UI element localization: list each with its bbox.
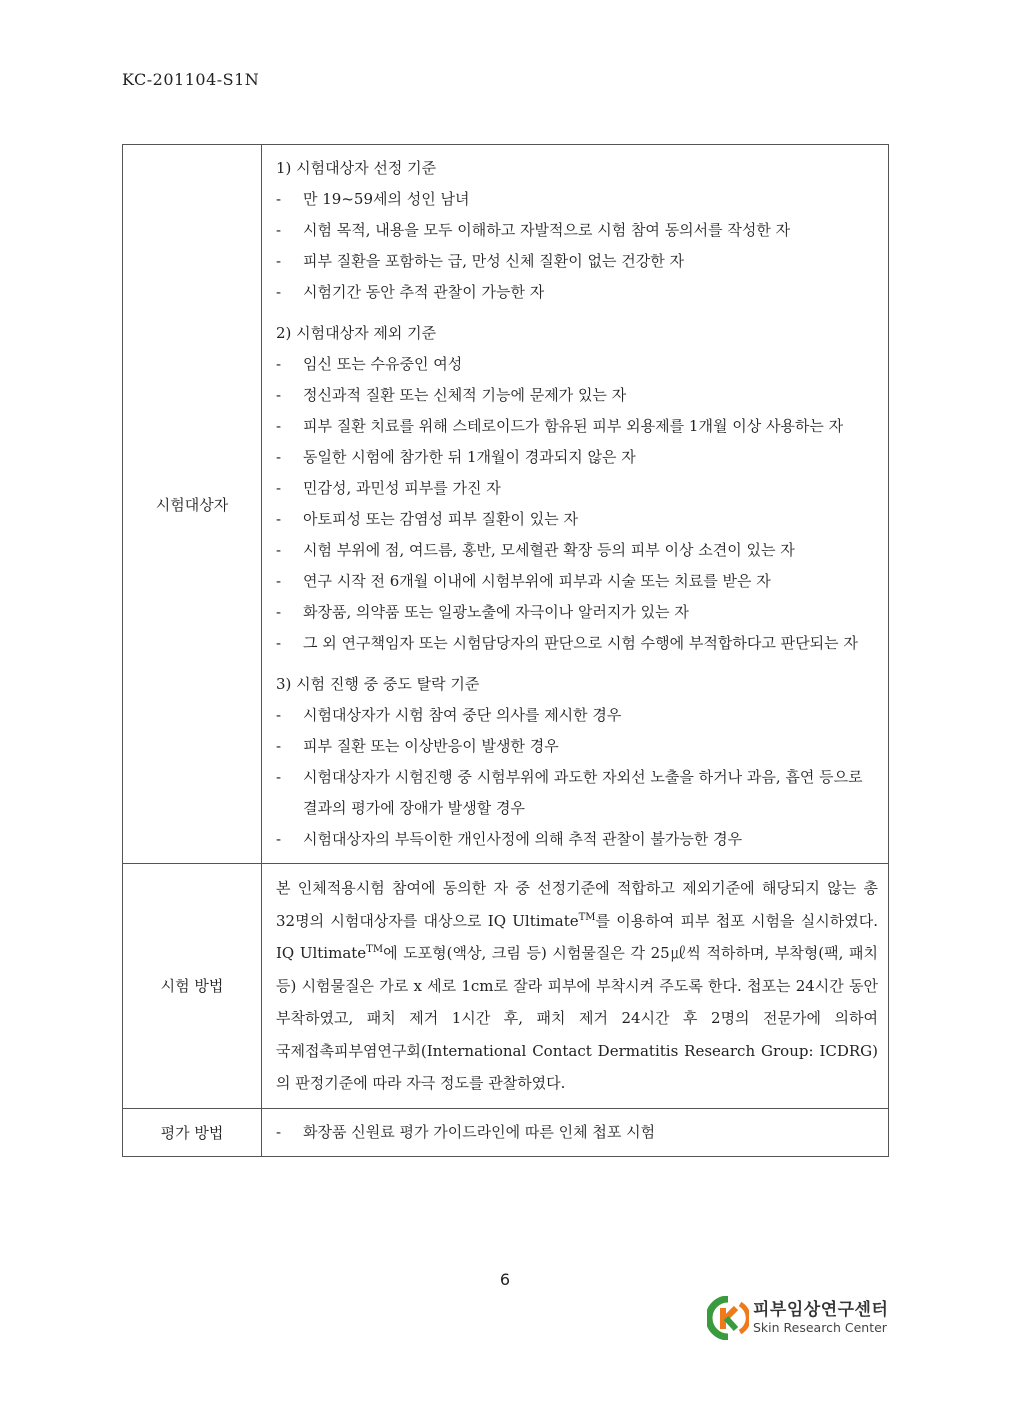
criteria-item (276, 411, 880, 442)
criteria-section (276, 153, 880, 308)
criteria-text: 연구 시작 전 6개월 이내에 시험부위에 피부과 시술 또는 치료를 받은 자 (303, 572, 771, 590)
logo-korean-name: 피부임상연구센터 (753, 1300, 889, 1320)
method-label: 시험 방법 (123, 864, 262, 1109)
criteria-text: 화장품, 의약품 또는 일광노출에 자극이나 알러지가 있는 자 (303, 603, 689, 621)
criteria-text: 시험대상자가 시험진행 중 시험부위에 과도한 자외선 노출을 하거나 과음, 흡연 등으로 결과의 평가에 장애가 발생할 경우 (303, 768, 863, 817)
dash-marker: - (276, 386, 282, 404)
criteria-text: 피부 질환 또는 이상반응이 발생한 경우 (303, 737, 559, 755)
evaluation-content (262, 1108, 889, 1156)
dash-marker: - (276, 252, 282, 270)
criteria-text: 동일한 시험에 참가한 뒤 1개월이 경과되지 않은 자 (303, 448, 636, 466)
dash-marker: - (276, 768, 282, 786)
evaluation-text: 화장품 신원료 평가 가이드라인에 따른 인체 첩포 시험 (303, 1122, 656, 1141)
section-heading: 1) 시험대상자 선정 기준 (276, 159, 437, 177)
criteria-text: 피부 질환 치료를 위해 스테로이드가 함유된 피부 외용제를 1개월 이상 사용하는 자 (303, 417, 844, 435)
dash-marker: - (276, 1122, 282, 1141)
dash-marker: - (276, 706, 282, 724)
criteria-text: 정신과적 질환 또는 신체적 기능에 문제가 있는 자 (303, 386, 627, 404)
dash-marker: - (276, 510, 282, 528)
method-paragraph (276, 872, 880, 1100)
kc-logo-icon (707, 1296, 749, 1340)
criteria-item (276, 566, 880, 597)
dash-marker: - (276, 541, 282, 559)
logo-english-name: Skin Research Center (753, 1320, 887, 1335)
criteria-item (276, 700, 880, 731)
criteria-item (276, 215, 880, 246)
document-id: KC-201104-S1N (122, 70, 260, 89)
criteria-item (276, 442, 880, 473)
method-content (262, 864, 889, 1109)
dash-marker: - (276, 448, 282, 466)
criteria-item (276, 277, 880, 308)
trademark-mark: TM (366, 944, 384, 955)
dash-marker: - (276, 479, 282, 497)
subjects-content (262, 145, 889, 864)
criteria-text: 시험 목적, 내용을 모두 이해하고 자발적으로 시험 참여 동의서를 작성한 자 (303, 221, 791, 239)
evaluation-item (276, 1117, 880, 1148)
criteria-item (276, 824, 880, 855)
criteria-text: 민감성, 과민성 피부를 가진 자 (303, 479, 501, 497)
criteria-text: 피부 질환을 포함하는 급, 만성 신체 질환이 없는 건강한 자 (303, 252, 684, 270)
dash-marker: - (276, 417, 282, 435)
criteria-item (276, 473, 880, 504)
evaluation-row (123, 1108, 889, 1156)
criteria-item (276, 731, 880, 762)
dash-marker: - (276, 603, 282, 621)
criteria-text: 시험기간 동안 추적 관찰이 가능한 자 (303, 283, 545, 301)
dash-marker: - (276, 221, 282, 239)
evaluation-label: 평가 방법 (123, 1108, 262, 1156)
method-text-3: 에 도포형(액상, 크림 등) 시험물질은 각 25㎕씩 적하하며, 부착형(팩, 패치 등) 시험물질은 가로 x 세로 1cm로 잘라 피부에 부착시켜 주도록 한다. 첩포는 24시간 동안 부착하였고, 패치 제거 1시간 후, 패치 제거 24시간 후 2명의 전문가에 의하여 국제접촉피부염연구회(International Contact Dermatitis Research Group: ICDRG)의 판정기준에 따라 자극 정도를 관찰하였다. (276, 944, 878, 1092)
criteria-item (276, 504, 880, 535)
dash-marker: - (276, 572, 282, 590)
dash-marker: - (276, 737, 282, 755)
dash-marker: - (276, 830, 282, 848)
dash-marker: - (276, 355, 282, 373)
criteria-item (276, 349, 880, 380)
criteria-item (276, 535, 880, 566)
criteria-item (276, 184, 880, 215)
criteria-item (276, 762, 880, 824)
criteria-item (276, 597, 880, 628)
criteria-section (276, 669, 880, 855)
page-number: 6 (499, 1270, 511, 1289)
method-row (123, 864, 889, 1109)
criteria-text: 그 외 연구책임자 또는 시험담당자의 판단으로 시험 수행에 부적합하다고 판단되는 자 (303, 634, 858, 652)
criteria-item (276, 628, 880, 659)
criteria-text: 시험대상자의 부득이한 개인사정에 의해 추적 관찰이 불가능한 경우 (303, 830, 743, 848)
criteria-text: 시험 부위에 점, 여드름, 홍반, 모세혈관 확장 등의 피부 이상 소견이 있는 자 (303, 541, 795, 559)
trademark-mark: TM (578, 911, 596, 923)
dash-marker: - (276, 190, 282, 208)
criteria-text: 시험대상자가 시험 참여 중단 의사를 제시한 경우 (303, 706, 622, 724)
dash-marker: - (276, 634, 282, 652)
section-heading: 2) 시험대상자 제외 기준 (276, 324, 437, 342)
center-logo (707, 1296, 888, 1340)
criteria-item (276, 246, 880, 277)
subjects-label: 시험대상자 (123, 145, 262, 864)
protocol-table (122, 144, 889, 1157)
criteria-item (276, 380, 880, 411)
subjects-row (123, 145, 889, 864)
method-text-2: 를 이용하여 피부 첩포 시험을 실시하였다. IQ Ultimate (276, 911, 878, 962)
criteria-text: 만 19~59세의 성인 남녀 (303, 190, 470, 208)
criteria-section (276, 318, 880, 659)
dash-marker: - (276, 283, 282, 301)
criteria-text: 아토피성 또는 감염성 피부 질환이 있는 자 (303, 510, 578, 528)
criteria-text: 임신 또는 수유중인 여성 (303, 355, 463, 373)
method-text-1: 본 인체적용시험 참여에 동의한 자 중 선정기준에 적합하고 제외기준에 해당되지 않는 총 32명의 시험대상자를 대상으로 IQ Ultimate (276, 879, 878, 930)
section-heading: 3) 시험 진행 중 중도 탈락 기준 (276, 675, 480, 693)
